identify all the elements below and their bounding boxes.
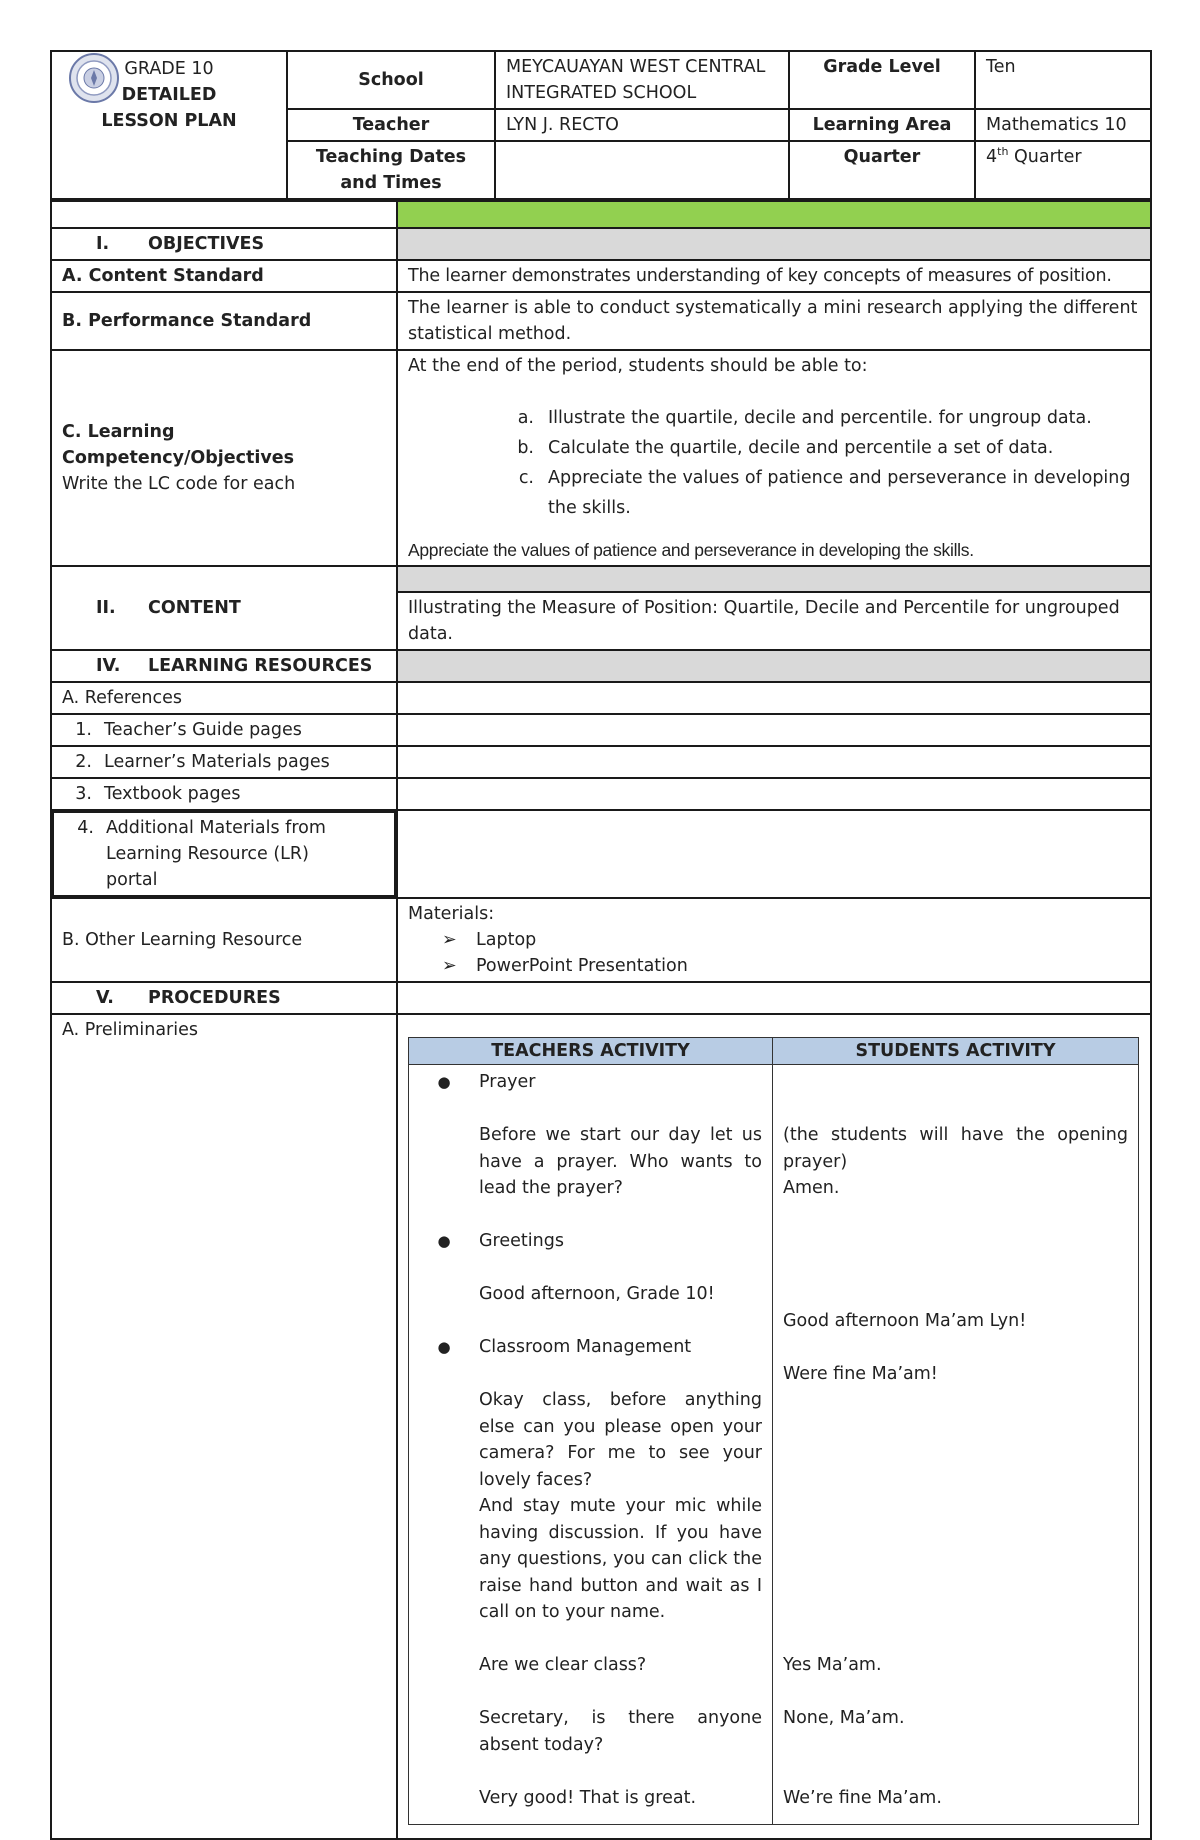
content-value: Illustrating the Measure of Position: Quartile, Decile and Percentile for ungrouped data. (397, 592, 1151, 650)
dates-label: Teaching Dates and Times (287, 141, 495, 199)
header-table (50, 50, 1152, 200)
very-good-text: Very good! That is great. (479, 1787, 697, 1808)
teachers-activity-header: TEACHERS ACTIVITY (409, 1038, 773, 1065)
references-label: A. References (51, 682, 397, 714)
lesson-plan-page (50, 50, 1150, 1840)
grade-level-value: Ten (975, 51, 1151, 109)
performance-standard-label: B. Performance Standard (51, 292, 397, 350)
other-resource-label: B. Other Learning Resource (51, 898, 397, 982)
green-bar (397, 201, 1151, 228)
plan-title: DETAILED LESSON PLAN (101, 85, 237, 131)
procedures-heading: V. PROCEDURES (51, 982, 397, 1014)
content-standard-label: A. Content Standard (51, 260, 397, 292)
content-heading: II. CONTENT (51, 566, 397, 650)
bullet-icon: ● (437, 1232, 451, 1250)
quarter-label: Quarter (789, 141, 975, 199)
prayer-text: Before we start our day let us have a prayer. Who wants to lead the prayer? (479, 1125, 762, 1198)
deped-seal-icon (68, 52, 120, 104)
student-were-fine: We’re fine Ma’am. (783, 1787, 942, 1808)
bullet-icon: ● (437, 1073, 451, 1091)
students-activity-column (773, 1065, 1139, 1825)
teacher-label: Teacher (287, 109, 495, 141)
learning-competency-value (397, 350, 1151, 566)
student-prayer-response: (the students will have the opening prayer) (783, 1125, 1128, 1172)
resources-heading: IV. LEARNING RESOURCES (51, 650, 397, 682)
materials-label: Materials: (408, 904, 495, 924)
student-fine: Were fine Ma’am! (783, 1363, 938, 1384)
student-amen: Amen. (783, 1178, 840, 1198)
objectives-heading: I. OBJECTIVES (51, 228, 397, 260)
grade-label: GRADE 10 (124, 59, 214, 79)
greetings-text: Good afternoon, Grade 10! (479, 1284, 715, 1304)
student-none: None, Ma’am. (783, 1708, 905, 1728)
teachers-activity-column: ● Prayer Before we start our day let us have a prayer. Who wants to lead the prayer? ● Greetings Good afternoon, Grade 10! ● Classroom Management Okay class, before anything else can you please open your camera? For me to see your lovely faces? And stay mute your mic while having discussion. If you have any questions, you can click the raise hand button and wait as I call on to your name. Are we clear class? Secretary, is there anyone absent today? Very good! That is great. (409, 1065, 773, 1825)
ref-item: 1. Teacher’s Guide pages (51, 714, 397, 746)
ref-item: 4. Additional Materials from Learning Resource (LR) portal (52, 811, 396, 897)
learning-competency-cell (51, 350, 397, 566)
activity-table (408, 1037, 1139, 1825)
material-item: ➢ Laptop (408, 927, 1140, 953)
grade-cell (51, 51, 287, 199)
lc-intro: At the end of the period, students should be able to: (408, 356, 868, 376)
learning-competency-label: C. Learning Competency/Objectives (62, 422, 295, 468)
preliminaries-label: A. Preliminaries (51, 1014, 397, 1839)
lc-item: b. Calculate the quartile, decile and percentile a set of data. (517, 438, 1054, 458)
students-activity-header: STUDENTS ACTIVITY (773, 1038, 1139, 1065)
content-standard-value: The learner demonstrates understanding of key concepts of measures of position. (397, 260, 1151, 292)
absent-question: Secretary, is there anyone absent today? (479, 1708, 762, 1755)
bullet-icon: ● (437, 1338, 451, 1356)
quarter-value: 4th Quarter (975, 141, 1151, 199)
main-table (50, 200, 1152, 1840)
student-yes: Yes Ma’am. (783, 1655, 882, 1675)
learning-area-value: Mathematics 10 (975, 109, 1151, 141)
ref-item: 2. Learner’s Materials pages (51, 746, 397, 778)
lc-list (408, 403, 1140, 523)
school-label: School (287, 51, 495, 109)
dates-value (495, 141, 789, 199)
teacher-value: LYN J. RECTO (495, 109, 789, 141)
school-value: MEYCAUAYAN WEST CENTRAL INTEGRATED SCHOOL (495, 51, 789, 109)
clear-question: Are we clear class? (479, 1655, 647, 1675)
arrow-bullet-icon: ➢ (442, 956, 457, 976)
arrow-bullet-icon: ➢ (442, 930, 457, 950)
materials-cell (397, 898, 1151, 982)
grade-level-label: Grade Level (789, 51, 975, 109)
classroom-text: Okay class, before anything else can you please open your camera? For me to see your lovely faces? And stay mute your mic while having discussion. If you have any questions, you can click the raise hand button and wait as I call on to your name. (479, 1390, 762, 1622)
learning-competency-sub: Write the LC code for each (62, 474, 296, 494)
student-greeting: Good afternoon Ma’am Lyn! (783, 1310, 1027, 1331)
lc-item: a. Illustrate the quartile, decile and percentile. for ungroup data. (517, 408, 1092, 428)
material-item: ➢ PowerPoint Presentation (408, 953, 1140, 979)
activity-cell (397, 1014, 1151, 1839)
performance-standard-value: The learner is able to conduct systematically a mini research applying the different statistical method. (397, 292, 1151, 350)
lc-item: c. Appreciate the values of patience and perseverance in developing the skills. (518, 468, 1131, 518)
learning-area-label: Learning Area (789, 109, 975, 141)
ref-item: 3. Textbook pages (51, 778, 397, 810)
lc-closing: Appreciate the values of patience and perseverance in developing the skills. (408, 540, 974, 560)
